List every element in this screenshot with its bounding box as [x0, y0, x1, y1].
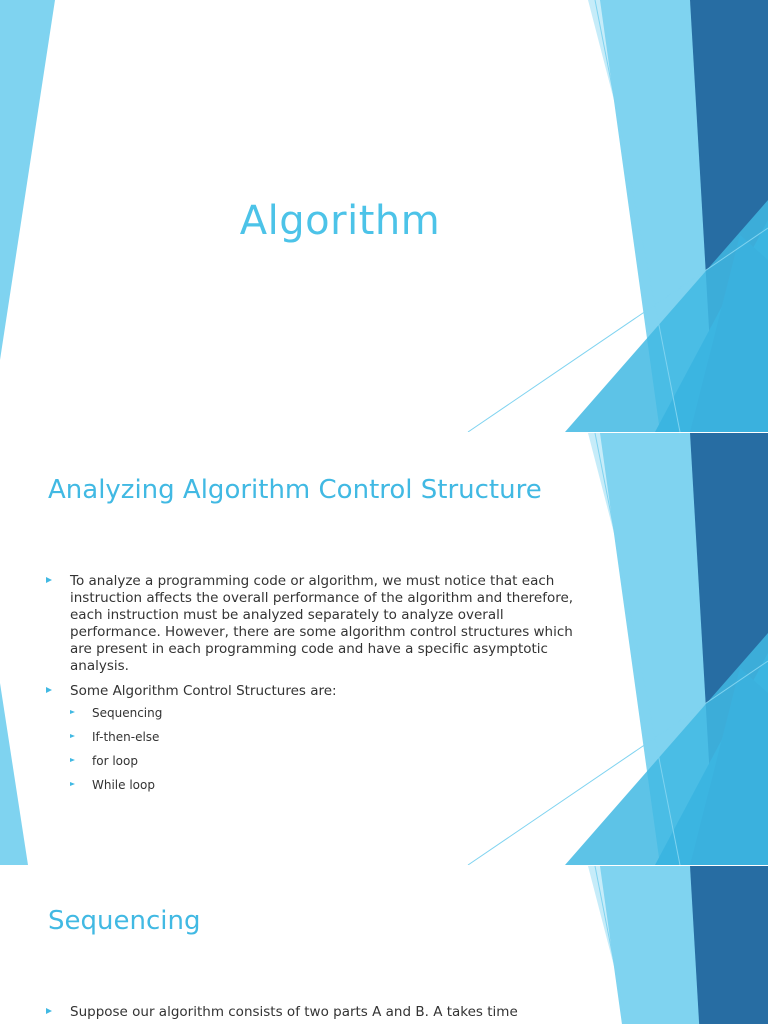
bullet-arrow-icon — [46, 687, 52, 693]
slide-title: Algorithm — [239, 198, 441, 244]
left-shape — [0, 683, 28, 865]
slide-title: Analyzing Algorithm Control Structure — [48, 475, 542, 505]
left-shape — [0, 0, 55, 360]
bullet-arrow-icon — [70, 758, 75, 762]
sub-bullet-text: for loop — [92, 754, 138, 768]
sub-bullet-item — [70, 778, 578, 793]
bullet-arrow-icon — [70, 734, 75, 738]
slide-decoration — [0, 866, 768, 1024]
bullet-item — [46, 683, 578, 793]
bullet-list — [46, 573, 578, 802]
bullet-arrow-icon — [46, 1008, 52, 1014]
slide-title: Sequencing — [48, 906, 201, 936]
slide-3 — [0, 866, 768, 1024]
bullet-arrow-icon — [70, 782, 75, 786]
bullet-arrow-icon — [70, 710, 75, 714]
bullet-item — [46, 1004, 578, 1021]
slide-2 — [0, 433, 768, 865]
bullet-list — [46, 1004, 578, 1024]
bullet-item — [46, 573, 578, 675]
sub-bullet-item — [70, 706, 578, 721]
sub-bullet-item — [70, 754, 578, 769]
slide-1 — [0, 0, 768, 432]
sub-bullet-item — [70, 730, 578, 745]
bullet-text: To analyze a programming code or algorithm, we must notice that each instruction affects the overall performance of the algorithm and therefore, each instruction must be analyzed separately to analyze overall performance. However, there are some algorithm control structures which are present in each programming code and have a specific asymptotic analysis. — [70, 573, 574, 674]
right-dark-shape — [690, 866, 768, 1024]
sub-bullet-list — [70, 706, 578, 793]
bullet-text: Some Algorithm Control Structures are: — [70, 683, 337, 699]
sub-bullet-text: Sequencing — [92, 706, 163, 720]
bullet-text: Suppose our algorithm consists of two parts A and B. A takes time — [70, 1004, 518, 1020]
sub-bullet-text: If-then-else — [92, 730, 160, 744]
sub-bullet-text: While loop — [92, 778, 155, 792]
bullet-arrow-icon — [46, 577, 52, 583]
